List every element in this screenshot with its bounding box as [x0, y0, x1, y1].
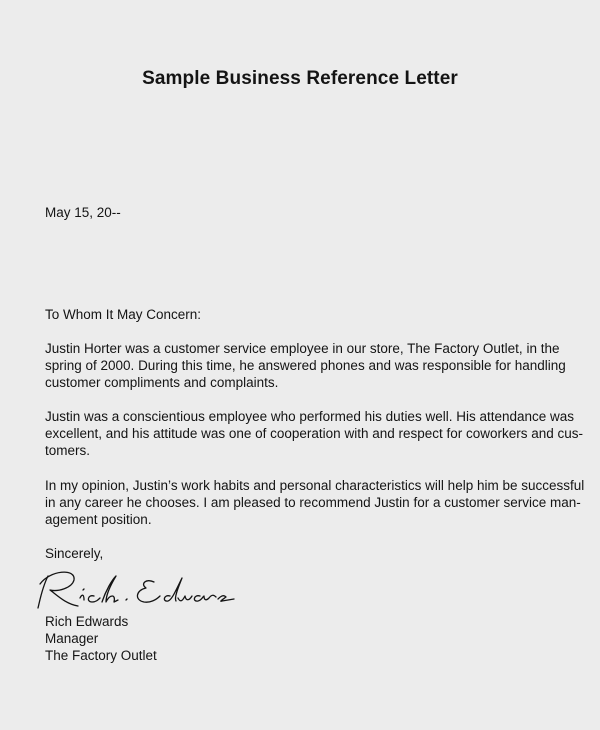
- paragraph-recommendation: [45, 477, 584, 528]
- closing: Sincerely,: [45, 546, 104, 561]
- salutation: To Whom It May Concern:: [45, 307, 202, 322]
- paragraph-line: spring of 2000. During this time, he answered phones and was responsible for handling: [45, 358, 566, 373]
- paragraph-line: excellent, and his attitude was one of cooperation with and respect for coworkers and cus-: [45, 426, 584, 441]
- paragraph-line: agement position.: [45, 512, 152, 527]
- paragraph-employment: [45, 340, 566, 391]
- handwritten-signature: [36, 566, 236, 614]
- signer-block: [45, 613, 157, 664]
- paragraph-line: tomers.: [45, 443, 91, 458]
- signer-title: Manager: [45, 631, 99, 646]
- paragraph-performance: [45, 408, 583, 459]
- letter-date: May 15, 20--: [45, 205, 121, 220]
- signer-name: Rich Edwards: [45, 614, 129, 629]
- paragraph-line: Justin was a conscientious employee who performed his duties well. His attendance was: [45, 409, 575, 424]
- paragraph-line: In my opinion, Justin’s work habits and personal characteristics will help him be successful: [45, 478, 585, 493]
- paragraph-line: customer compliments and complaints.: [45, 375, 279, 390]
- paragraph-line: Justin Horter was a customer service employee in our store, The Factory Outlet, in the: [45, 341, 560, 356]
- page-title: Sample Business Reference Letter: [142, 68, 458, 89]
- paragraph-line: in any career he chooses. I am pleased to recommend Justin for a customer service man-: [45, 495, 581, 510]
- signer-company: The Factory Outlet: [45, 648, 157, 663]
